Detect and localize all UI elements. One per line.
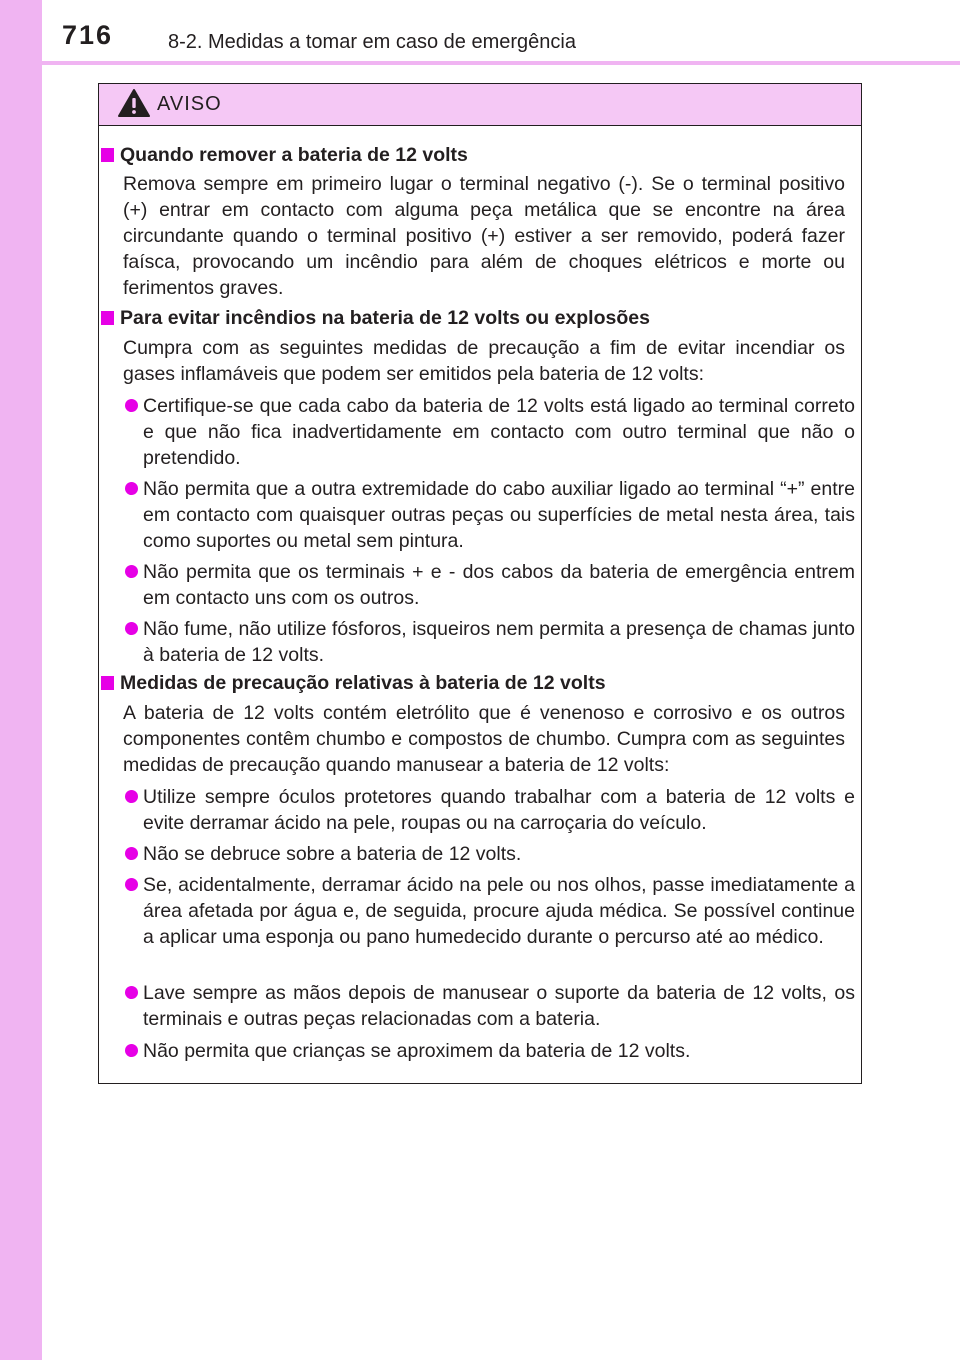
circle-bullet-icon (125, 878, 138, 891)
list-item-text: Não permita que os terminais + e - dos cabos da bateria de emergência entrem em contacto uns com os outros. (143, 561, 855, 609)
list-item (123, 980, 855, 1032)
side-color-strip (0, 0, 42, 1360)
circle-bullet-icon (125, 399, 138, 412)
list-item (123, 393, 855, 471)
list-item-text: Não se debruce sobre a bateria de 12 volts. (143, 843, 522, 865)
list-item-text: Lave sempre as mãos depois de manusear o suporte da bateria de 12 volts, os terminais e outras peças relacionadas com a bateria. (143, 982, 855, 1030)
list-item-text: Se, acidentalmente, derramar ácido na pele ou nos olhos, passe imediatamente a área afetada por água e, de seguida, procure ajuda médica. Se possível continue a aplicar uma esponja ou pano humedecido durante o percurso até ao médico. (143, 874, 855, 948)
section-heading-text: Quando remover a bateria de 12 volts (120, 144, 468, 166)
circle-bullet-icon (125, 482, 138, 495)
circle-bullet-icon (125, 565, 138, 578)
circle-bullet-icon (125, 847, 138, 860)
header-rule (42, 61, 960, 65)
warning-triangle-icon (117, 88, 151, 118)
list-item-text: Não permita que crianças se aproximem da bateria de 12 volts. (143, 1040, 691, 1062)
circle-bullet-icon (125, 1044, 138, 1057)
section-heading-text: Medidas de precaução relativas à bateria de 12 volts (120, 672, 606, 694)
warning-box (98, 83, 862, 1084)
square-bullet-icon (101, 676, 114, 690)
section-paragraph: Remova sempre em primeiro lugar o terminal negativo (-). Se o terminal positivo (+) entrar em contacto com alguma peça metálica que se encontre na área circundante quando o terminal positivo (+) estiver a ser removido, poderá fazer faísca, provocando um incêndio para além de choques elétricos e morte ou ferimentos graves. (123, 173, 845, 299)
section-paragraph: A bateria de 12 volts contém eletrólito que é venenoso e corrosivo e os outros componentes contêm chumbo e compostos de chumbo. Cumpra com as seguintes medidas de precaução quando manusear a bateria de 12 volts: (123, 702, 845, 776)
square-bullet-icon (101, 311, 114, 325)
list-item-text: Utilize sempre óculos protetores quando trabalhar com a bateria de 12 volts e evite derramar ácido na pele, roupas ou na carroçaria do veículo. (143, 786, 855, 834)
circle-bullet-icon (125, 790, 138, 803)
list-item (123, 841, 855, 867)
list-item-text: Não fume, não utilize fósforos, isqueiros nem permita a presença de chamas junto à bateria de 12 volts. (143, 618, 855, 666)
section-heading-text: Para evitar incêndios na bateria de 12 volts ou explosões (120, 307, 650, 329)
circle-bullet-icon (125, 986, 138, 999)
section-title: 8-2. Medidas a tomar em caso de emergência (168, 31, 576, 53)
list-item (123, 784, 855, 836)
list-item (123, 872, 855, 950)
list-item (123, 559, 855, 611)
section-paragraph: Cumpra com as seguintes medidas de precaução a fim de evitar incendiar os gases inflamáveis que podem ser emitidos pela bateria de 12 volts: (123, 337, 845, 385)
list-item (123, 616, 855, 668)
section-heading (99, 144, 468, 167)
section-heading (99, 307, 650, 330)
page-number: 716 (62, 20, 114, 50)
warning-label: AVISO (157, 93, 222, 115)
section-heading (99, 672, 606, 695)
warning-header (99, 84, 861, 126)
list-item (123, 1038, 855, 1064)
square-bullet-icon (101, 148, 114, 162)
list-item-text: Não permita que a outra extremidade do cabo auxiliar ligado ao terminal “+” entre em contacto com quaisquer outras peças ou superfícies de metal nesta área, tais como suportes ou metal sem pintura. (143, 478, 855, 552)
list-item-text: Certifique-se que cada cabo da bateria de 12 volts está ligado ao terminal correto e que não fica inadvertidamente em contacto com outro terminal que não o pretendido. (143, 395, 855, 469)
circle-bullet-icon (125, 622, 138, 635)
list-item (123, 476, 855, 554)
